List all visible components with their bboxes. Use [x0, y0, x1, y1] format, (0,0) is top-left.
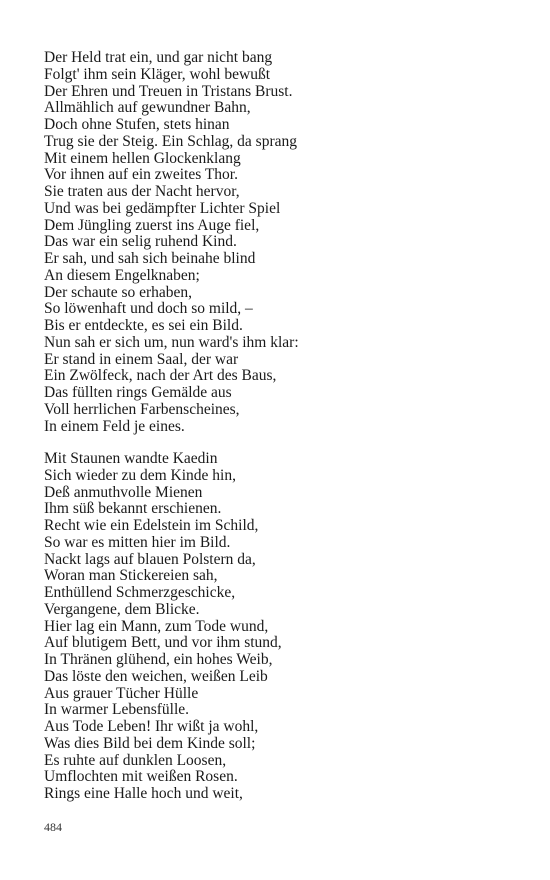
poem-line: Der Ehren und Treuen in Tristans Brust. — [44, 82, 293, 100]
poem-line: Das war ein selig ruhend Kind. — [44, 233, 237, 251]
poem-line: Vergangene, dem Blicke. — [44, 600, 200, 618]
poem-line: Der schaute so erhaben, — [44, 283, 193, 301]
poem-line: Das füllten rings Gemälde aus — [44, 384, 232, 401]
poem-line: Doch ohne Stufen, stets hinan — [44, 116, 230, 133]
poem-line: Hier lag ein Mann, zum Tode wund, — [44, 617, 269, 635]
poem-line: In warmer Lebensfülle. — [44, 701, 190, 719]
poem-line: Rings eine Halle hoch und weit, — [44, 785, 243, 802]
poem-line: Nun sah er sich um, nun ward's ihm klar: — [44, 333, 299, 351]
poem-line: Mit einem hellen Glockenklang — [44, 149, 241, 167]
poem-line: Was dies Bild bei dem Kinde soll; — [44, 734, 256, 752]
poem-line: Der Held trat ein, und gar nicht bang — [44, 49, 273, 66]
poem-line: Allmählich auf gewundner Bahn, — [44, 99, 251, 117]
stanza-1 — [44, 50, 524, 435]
stanza-2 — [44, 451, 524, 803]
poem-line: Folgt' ihm sein Kläger, wohl bewußt — [44, 65, 271, 83]
poem-line: Vor ihnen auf ein zweites Thor. — [44, 166, 238, 184]
poem-line: Dem Jüngling zuerst ins Auge fiel, — [44, 216, 260, 234]
poem-line: So war es mitten hier im Bild. — [44, 533, 231, 551]
poem-line: Sie traten aus der Nacht hervor, — [44, 183, 240, 200]
poem-line: Es ruhte auf dunklen Loosen, — [44, 751, 227, 769]
poem-line: Ihm süß bekannt erschienen. — [44, 500, 222, 518]
poem-line: Nackt lags auf blauen Polstern da, — [44, 550, 256, 568]
poem-line: Recht wie ein Edelstein im Schild, — [44, 517, 259, 534]
poem-line: So löwenhaft und doch so mild, – — [44, 300, 253, 318]
poem-line: In einem Feld je eines. — [44, 417, 185, 435]
poem-line: Voll herrlichen Farbenscheines, — [44, 400, 240, 418]
poem-line: Enthüllend Schmerzgeschicke, — [44, 584, 236, 601]
poem-line: An diesem Engelknaben; — [44, 266, 200, 284]
poem-line: Mit Staunen wandte Kaedin — [44, 450, 218, 467]
poem-line: Ein Zwölfeck, nach der Art des Baus, — [44, 367, 277, 385]
poem-line: Aus grauer Tücher Hülle — [44, 684, 199, 702]
poem-line: Auf blutigem Bett, und vor ihm stund, — [44, 634, 282, 652]
poem-line: Und was bei gedämpfter Lichter Spiel — [44, 199, 281, 217]
poem-line: Bis er entdeckte, es sei ein Bild. — [44, 317, 243, 334]
poem-line: Er sah, und sah sich beinahe blind — [44, 250, 256, 267]
poem-line: Sich wieder zu dem Kinde hin, — [44, 466, 236, 484]
poem-line: Das löste den weichen, weißen Leib — [44, 667, 268, 685]
poem-line: Umflochten mit weißen Rosen. — [44, 768, 238, 786]
poem-line: Er stand in einem Saal, der war — [44, 350, 239, 368]
poem-line: Trug sie der Steig. Ein Schlag, da sprang — [44, 132, 297, 150]
page-number: 484 — [44, 820, 62, 834]
poem-line: In Thränen glühend, ein hohes Weib, — [44, 651, 273, 668]
poem-line: Aus Tode Leben! Ihr wißt ja wohl, — [44, 718, 259, 735]
poem-line: Woran man Stickereien sah, — [44, 567, 218, 585]
poem-line: Deß anmuthvolle Mienen — [44, 483, 203, 501]
